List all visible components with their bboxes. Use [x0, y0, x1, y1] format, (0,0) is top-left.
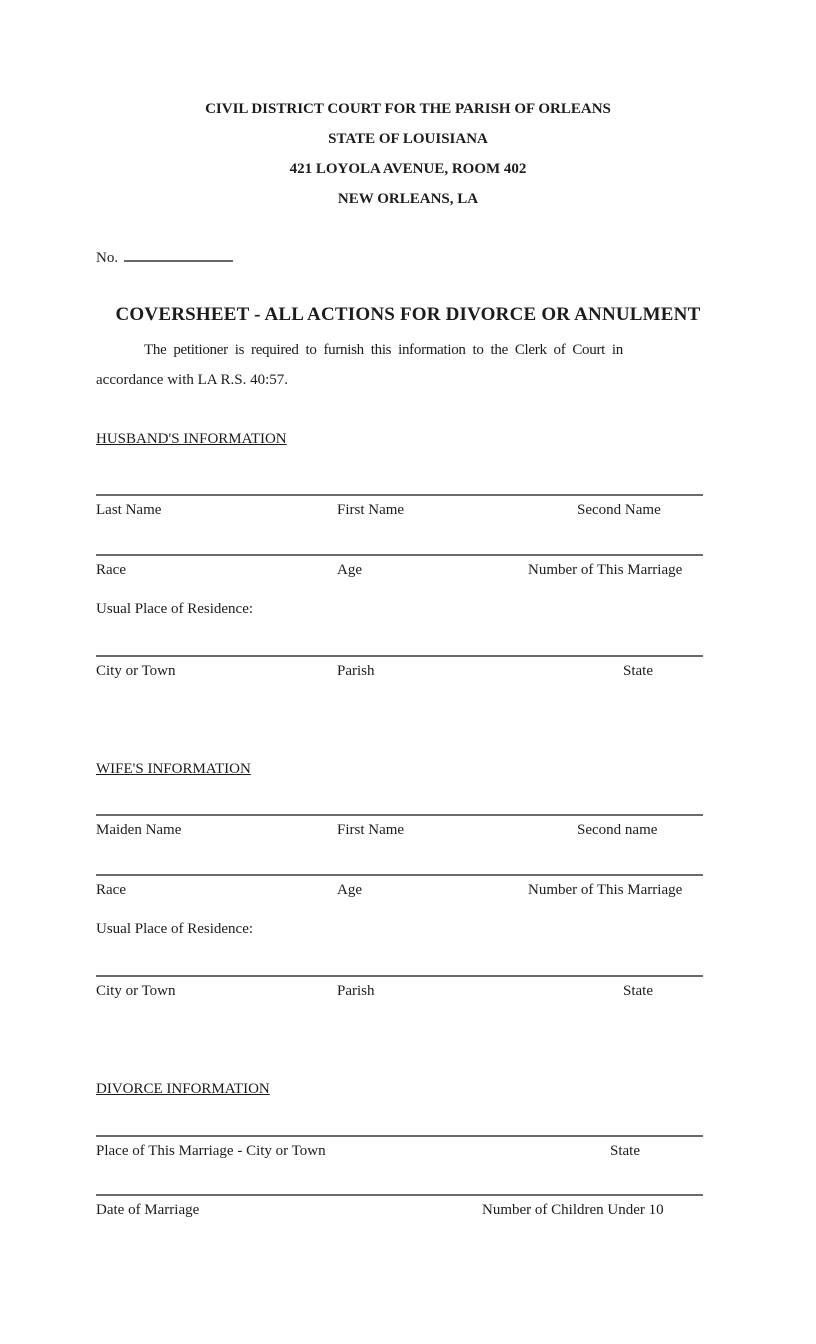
form-title: COVERSHEET - ALL ACTIONS FOR DIVORCE OR ANNULMENT	[115, 304, 701, 325]
case-number-row	[96, 246, 233, 267]
divorce-date-blank[interactable]	[96, 1164, 703, 1194]
court-state: STATE OF LOUISIANA	[328, 131, 488, 147]
wife-residence-row	[96, 975, 703, 1011]
wife-race-label: Race	[96, 882, 126, 898]
husband-first-name-label: First Name	[337, 502, 405, 518]
divorce-place-label: Place of This Marriage - City or Town	[96, 1143, 326, 1159]
husband-marriage-number-label: Number of This Marriage	[528, 562, 683, 578]
court-address: 421 LOYOLA AVENUE, ROOM 402	[289, 161, 527, 177]
husband-state-label: State	[623, 663, 653, 679]
husband-residence-blank[interactable]	[96, 625, 703, 655]
husband-section-heading: HUSBAND'S INFORMATION	[96, 431, 287, 447]
intro-line-2: accordance with LA R.S. 40:57.	[96, 372, 289, 388]
intro-line-1: The petitioner is required to furnish this information to the Clerk of Court in	[144, 342, 623, 358]
husband-name-blank[interactable]	[96, 464, 703, 494]
divorce-place-blank[interactable]	[96, 1105, 703, 1135]
wife-residence-label: Usual Place of Residence:	[96, 921, 254, 937]
case-number-label: No.	[96, 250, 119, 266]
divorce-date-label: Date of Marriage	[96, 1202, 200, 1218]
husband-residence-label: Usual Place of Residence:	[96, 601, 254, 617]
wife-first-name-label: First Name	[337, 822, 405, 838]
wife-state-label: State	[623, 983, 653, 999]
court-name: CIVIL DISTRICT COURT FOR THE PARISH OF ORLEANS	[205, 101, 611, 117]
wife-section-heading: WIFE'S INFORMATION	[96, 761, 251, 777]
wife-maiden-name-label: Maiden Name	[96, 822, 182, 838]
wife-parish-label: Parish	[337, 983, 375, 999]
wife-name-blank[interactable]	[96, 784, 703, 814]
husband-parish-label: Parish	[337, 663, 375, 679]
wife-race-row	[96, 874, 703, 910]
husband-city-label: City or Town	[96, 663, 176, 679]
wife-second-name-label: Second name	[577, 822, 658, 838]
divorce-place-state-label: State	[610, 1143, 640, 1159]
divorce-date-row	[96, 1194, 703, 1230]
wife-marriage-number-label: Number of This Marriage	[528, 882, 683, 898]
court-city: NEW ORLEANS, LA	[337, 191, 479, 207]
divorce-children-label: Number of Children Under 10	[482, 1202, 664, 1218]
husband-race-label: Race	[96, 562, 126, 578]
wife-race-blank[interactable]	[96, 844, 703, 874]
wife-age-label: Age	[337, 882, 362, 898]
husband-residence-row	[96, 655, 703, 691]
husband-race-row	[96, 554, 703, 590]
husband-second-name-label: Second Name	[577, 502, 661, 518]
husband-last-name-label: Last Name	[96, 502, 162, 518]
wife-residence-blank[interactable]	[96, 945, 703, 975]
case-number-blank[interactable]	[124, 246, 233, 262]
husband-race-blank[interactable]	[96, 524, 703, 554]
divorce-section-heading: DIVORCE INFORMATION	[96, 1081, 270, 1097]
wife-city-label: City or Town	[96, 983, 176, 999]
husband-age-label: Age	[337, 562, 362, 578]
court-header	[0, 94, 816, 214]
